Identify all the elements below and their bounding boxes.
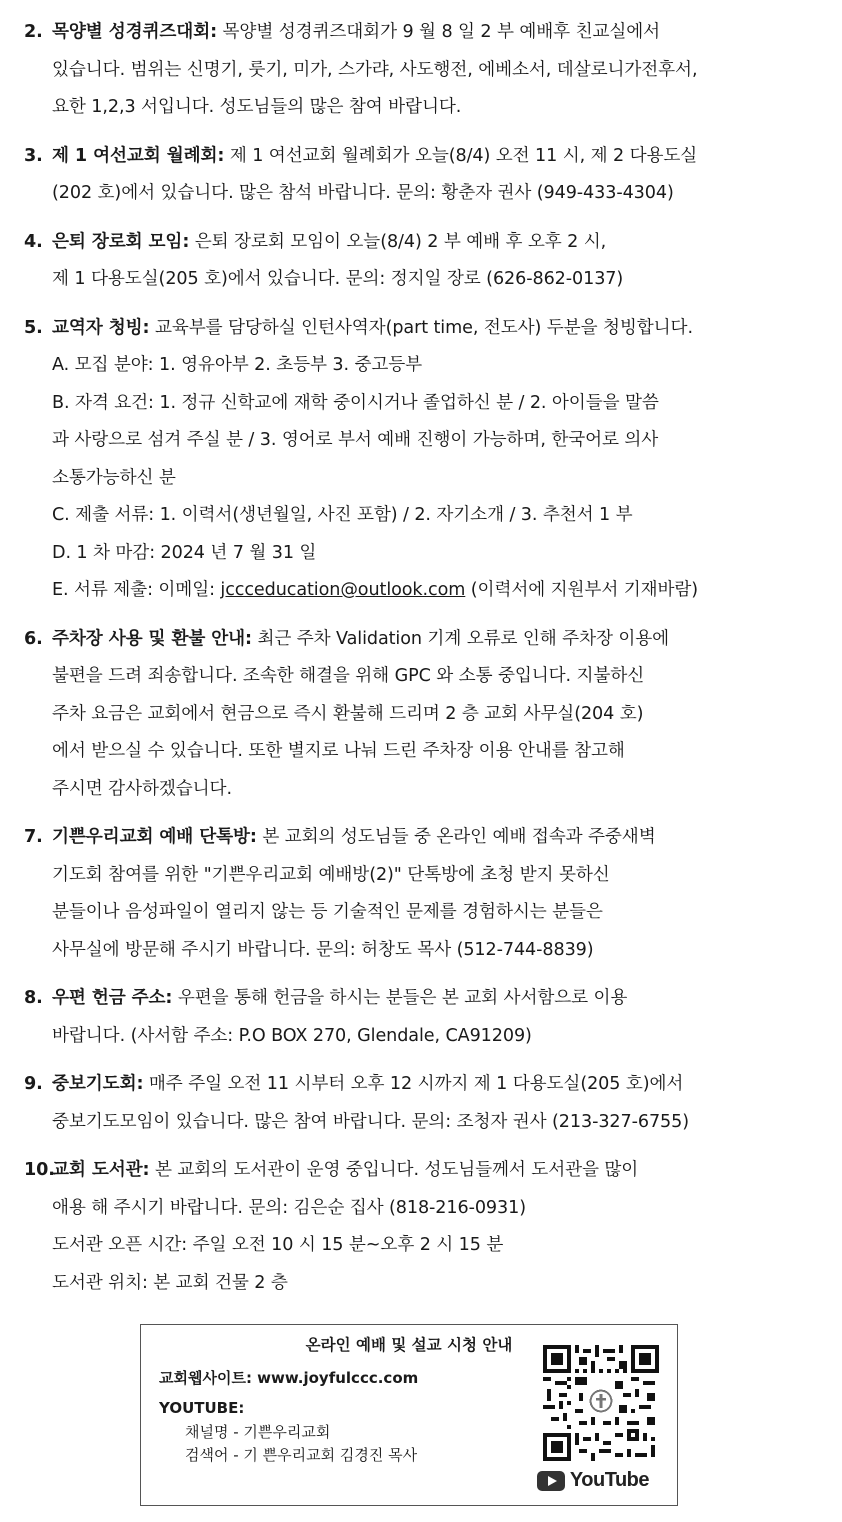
recruit-requirements-cont: 소통가능하신 분	[52, 467, 176, 488]
qr-code-icon[interactable]	[543, 1345, 659, 1461]
website-label: 교회웹사이트:	[159, 1369, 252, 1387]
youtube-logo[interactable]	[537, 1469, 649, 1492]
item-text: 있습니다. 범위는 신명기, 룻기, 미가, 스가랴, 사도행전, 에베소서, 데살로니가전후서,	[52, 59, 698, 80]
item-text: 우편을 통해 헌금을 하시는 분들은 본 교회 사서함으로 이용	[172, 988, 628, 1008]
announcement-item	[24, 621, 816, 809]
recruit-field: A. 모집 분야: 1. 영유아부 2. 초등부 3. 중고등부	[52, 355, 423, 375]
youtube-label: YOUTUBE:	[159, 1399, 245, 1417]
item-text: 제 1 여선교회 월례회가 오늘(8/4) 오전 11 시, 제 2 다용도실	[224, 145, 698, 166]
announcement-item	[24, 14, 816, 127]
item-number: 3.	[24, 145, 43, 166]
item-text: 주시면 감사하겠습니다.	[52, 778, 232, 799]
announcement-item	[24, 138, 816, 213]
item-text: 불편을 드려 죄송합니다. 조속한 해결을 위해 GPC 와 소통 중입니다. 지불하신	[52, 666, 645, 686]
item-text: (202 호)에서 있습니다. 많은 참석 바랍니다. 문의: 황춘자 권사 (949-433-4304)	[52, 183, 674, 203]
website-line	[159, 1367, 418, 1388]
website-link[interactable]: www.joyfulccc.com	[251, 1369, 419, 1387]
item-title: 교회 도서관:	[52, 1160, 150, 1180]
item-text: 애용 해 주시기 바랍니다. 문의: 김은순 집사 (818-216-0931)	[52, 1197, 526, 1218]
item-number: 9.	[24, 1074, 43, 1094]
item-number: 4.	[24, 231, 43, 252]
item-text: 제 1 다용도실(205 호)에서 있습니다. 문의: 정지일 장로 (626-862-0137)	[52, 269, 624, 289]
online-box-title: 온라인 예배 및 설교 시청 안내	[305, 1336, 513, 1354]
item-title: 목양별 성경퀴즈대회:	[52, 22, 218, 42]
item-text: 본 교회의 도서관이 운영 중입니다. 성도님들께서 도서관을 많이	[149, 1160, 639, 1180]
item-text: 사무실에 방문해 주시기 바랍니다. 문의: 허창도 목사 (512-744-8839)	[52, 939, 594, 960]
youtube-channel: 채널명 - 기쁜우리교회	[185, 1423, 331, 1441]
item-number: 8.	[24, 988, 43, 1008]
announcement-item	[24, 1152, 816, 1302]
item-title: 주차장 사용 및 환불 안내:	[52, 628, 252, 649]
item-text: 목양별 성경퀴즈대회가 9 월 8 일 2 부 예배후 친교실에서	[217, 22, 661, 42]
item-text: 최근 주차 Validation 기계 오류로 인해 주차장 이용에	[252, 628, 670, 649]
item-text: 은퇴 장로회 모임이 오늘(8/4) 2 부 예배 후 오후 2 시,	[189, 231, 607, 252]
recruit-deadline: D. 1 차 마감: 2024 년 7 월 31 일	[52, 542, 317, 563]
item-text: 에서 받으실 수 있습니다. 또한 별지로 나눠 드린 주차장 이용 안내를 참고해	[52, 741, 625, 761]
submission-prefix: E. 서류 제출: 이메일:	[52, 580, 221, 600]
submission-suffix: (이력서에 지원부서 기재바람)	[465, 580, 699, 600]
recruit-submission	[52, 572, 816, 610]
library-hours: 도서관 오픈 시간: 주일 오전 10 시 15 분~오후 2 시 15 분	[52, 1235, 504, 1255]
item-title: 기쁜우리교회 예배 단톡방:	[52, 827, 257, 847]
recruit-requirements-cont: 과 사랑으로 섬겨 주실 분 / 3. 영어로 부서 예배 진행이 가능하며, 한국어로 의사	[52, 430, 659, 450]
email-link[interactable]: jccceducation@outlook.com	[220, 580, 466, 600]
item-text: 요한 1,2,3 서입니다. 성도님들의 많은 참여 바랍니다.	[52, 97, 462, 117]
youtube-logo-text: YouTube	[569, 1469, 649, 1491]
announcement-item	[24, 1066, 816, 1141]
item-title: 은퇴 장로회 모임:	[52, 231, 190, 252]
recruit-requirements: B. 자격 요건: 1. 정규 신학교에 재학 중이시거나 졸업하신 분 / 2. 아이들을 말씀	[52, 392, 659, 413]
item-text: 본 교회의 성도님들 중 온라인 예배 접속과 주중새벽	[256, 827, 656, 847]
item-title: 중보기도회:	[52, 1074, 144, 1094]
library-location: 도서관 위치: 본 교회 건물 2 층	[52, 1272, 288, 1293]
item-text: 주차 요금은 교회에서 현금으로 즉시 환불해 드리며 2 층 교회 사무실(204 호)	[52, 703, 644, 724]
item-text: 분들이나 음성파일이 열리지 않는 등 기술적인 문제를 경험하시는 분들은	[52, 902, 603, 922]
item-text: 기도회 참여를 위한 "기쁜우리교회 예배방(2)" 단톡방에 초청 받지 못하신	[52, 864, 610, 885]
youtube-keyword: 검색어 - 기 쁜우리교회 김경진 목사	[185, 1446, 418, 1464]
item-text: 중보기도모임이 있습니다. 많은 참여 바랍니다. 문의: 조청자 권사 (213-327-6755)	[52, 1111, 690, 1132]
item-number: 7.	[24, 827, 43, 847]
item-number: 2.	[24, 22, 43, 42]
recruit-documents: C. 제출 서류: 1. 이력서(생년월일, 사진 포함) / 2. 자기소개 / 3. 추천서 1 부	[52, 505, 633, 525]
item-text: 매주 주일 오전 11 시부터 오후 12 시까지 제 1 다용도실(205 호)에서	[143, 1074, 684, 1094]
announcement-item	[24, 980, 816, 1055]
announcement-item	[24, 224, 816, 299]
item-text: 바랍니다. (사서함 주소: P.O BOX 270, Glendale, CA91209)	[52, 1025, 532, 1046]
youtube-play-icon	[537, 1471, 565, 1491]
announcement-item	[24, 819, 816, 969]
item-number: 6.	[24, 628, 43, 649]
item-title: 제 1 여선교회 월례회:	[52, 145, 225, 166]
item-number: 10.	[24, 1160, 55, 1180]
item-title: 교역자 청빙:	[52, 317, 150, 338]
item-text: 교육부를 담당하실 인턴사역자(part time, 전도사) 두분을 청빙합니다.	[149, 317, 693, 338]
item-number: 5.	[24, 317, 43, 338]
online-worship-box	[140, 1324, 678, 1506]
item-title: 우편 헌금 주소:	[52, 988, 173, 1008]
announcement-item	[24, 310, 816, 610]
